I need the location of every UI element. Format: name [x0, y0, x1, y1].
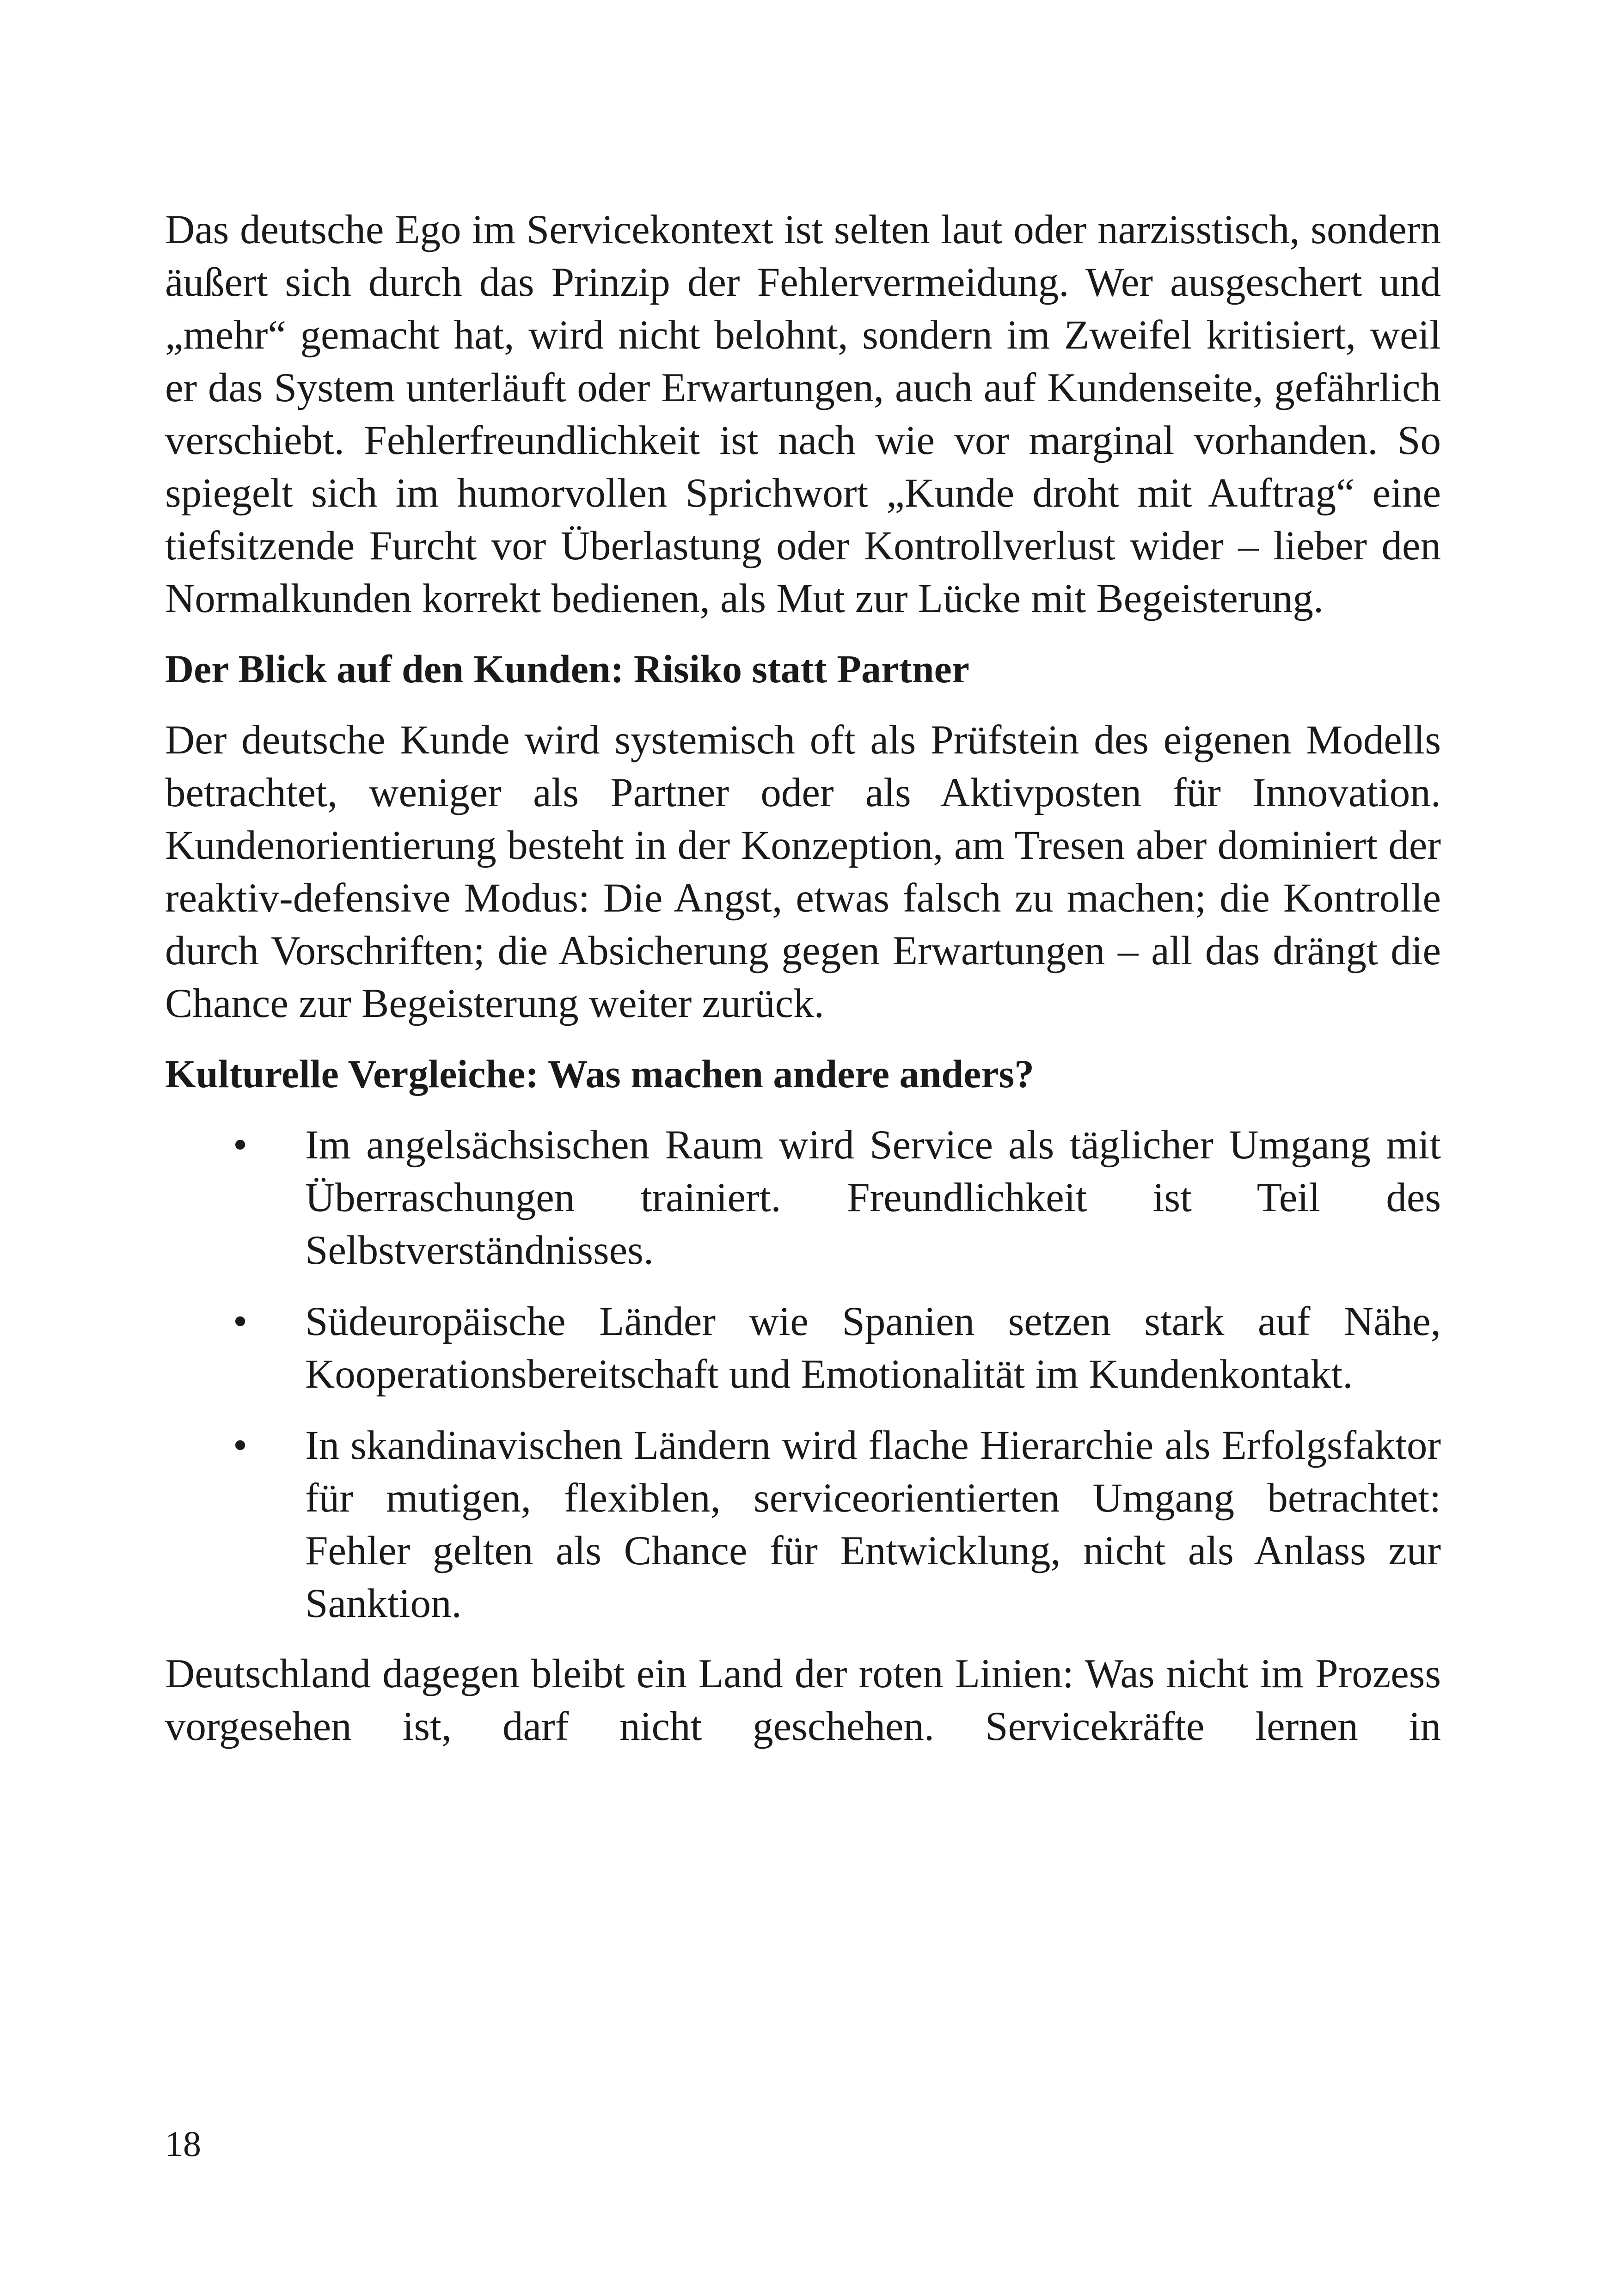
bullet-icon: • [233, 1122, 248, 1168]
list-item-text: Im angelsächsischen Raum wird Service als täglicher Umgang mit Überraschungen trainiert. Freundlichkeit ist Teil des Selbstverständnisses. [305, 1122, 1441, 1273]
paragraph-rote-linien: Deutschland dagegen bleibt ein Land der roten Linien: Was nicht im Prozess vorgesehen ist, darf nicht geschehen. Servicekräfte lernen in [165, 1651, 1441, 1749]
list-item [165, 1419, 1441, 1630]
list-item [165, 1119, 1441, 1277]
list-item [165, 1295, 1441, 1401]
bullet-icon: • [233, 1423, 248, 1468]
heading-blick-auf-kunden: Der Blick auf den Kunden: Risiko statt Partner [165, 647, 969, 691]
list-item-text: In skandinavischen Ländern wird flache Hierarchie als Erfolgsfaktor für mutigen, flexiblen, serviceorientierten Umgang betrachtet: Fehler gelten als Chance für Entwicklung, nicht als Anlass zur Sanktion. [305, 1423, 1441, 1626]
bullet-icon: • [233, 1299, 248, 1344]
list-item-text: Südeuropäische Länder wie Spanien setzen stark auf Nähe, Kooperationsbereitschaft und Emotionalität im Kundenkontakt. [305, 1299, 1441, 1397]
paragraph-ego-fehlervermeidung: Das deutsche Ego im Servicekontext ist selten laut oder narzisstisch, sondern äußert sich durch das Prinzip der Fehlervermeidung. Wer ausgeschert und „mehr“ gemacht hat, wird nicht belohnt, sondern im Zweifel kritisiert, weil er das System unterläuft oder Erwartungen, auch auf Kundenseite, gefährlich verschiebt. Fehlerfreundlichkeit ist nach wie vor marginal vorhanden. So spiegelt sich im humorvollen Sprichwort „Kunde droht mit Auftrag“ eine tiefsitzende Furcht vor Überlastung oder Kontrollverlust wider – lieber den Normalkunden korrekt bedienen, als Mut zur Lücke mit Begeisterung. [165, 207, 1441, 621]
paragraph-kunde-pruefstein: Der deutsche Kunde wird systemisch oft als Prüfstein des eigenen Modells betrachtet, weniger als Partner oder als Aktivposten für Innovation. Kundenorientierung besteht in der Konzeption, am Tresen aber dominiert der reaktiv-defensive Modus: Die Angst, etwas falsch zu machen; die Kontrolle durch Vorschriften; die Absicherung gegen Erwartungen – all das drängt die Chance zur Begeisterung weiter zurück. [165, 717, 1441, 1026]
page-number: 18 [165, 2124, 201, 2164]
page-body [165, 203, 1441, 1753]
comparison-list [165, 1119, 1441, 1630]
heading-kulturelle-vergleiche: Kulturelle Vergleiche: Was machen andere anders? [165, 1052, 1034, 1096]
